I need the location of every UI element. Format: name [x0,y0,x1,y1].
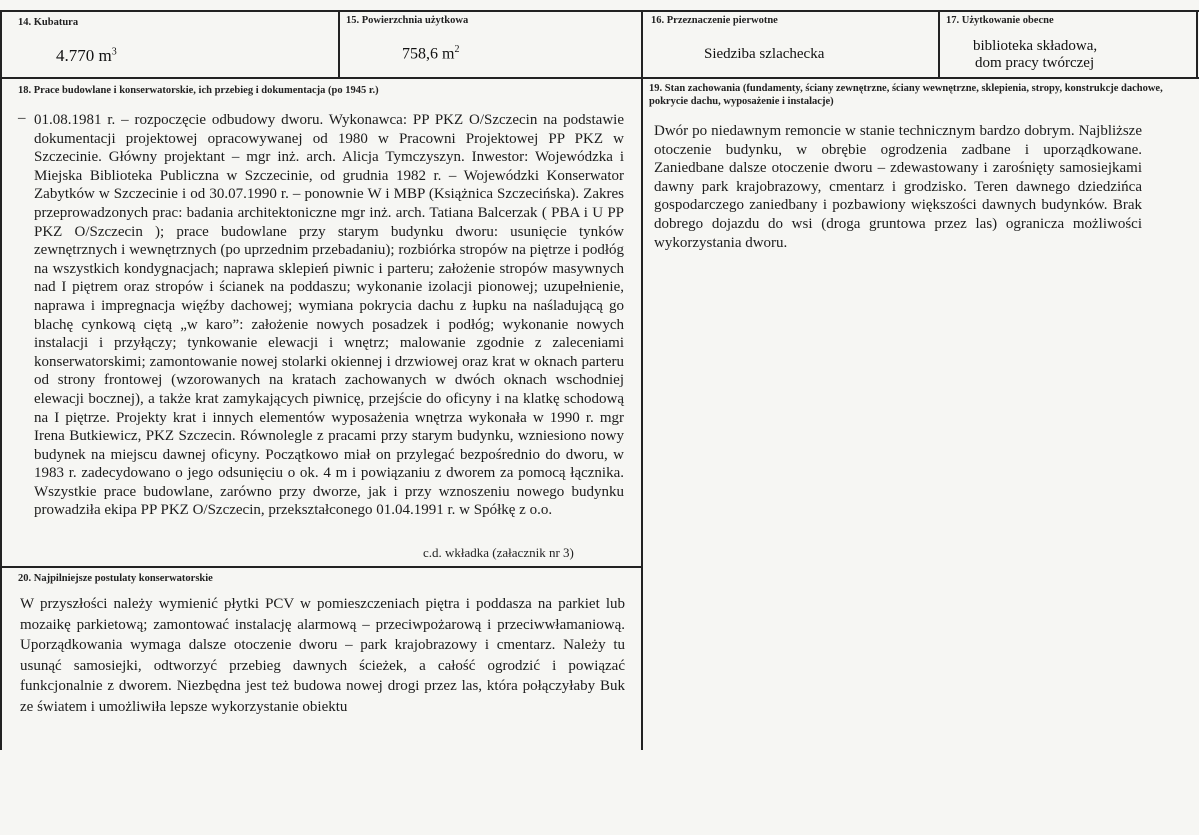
col-divider-main [641,10,643,750]
prace-text: 01.08.1981 r. – rozpoczęcie odbudowy dworu. Wykonawca: PP PKZ O/Szczecin na podstawie dokumentacji projektowej opracowywanej od 1980 w Pracowni Projektowej PP PKZ w Szczecinie. Główny projektant – mgr inż. arch. Alicja Tymczyszyn. Inwestor: Wojewódzka i Miejska Biblioteka Publiczna w Szczecinie, od grudnia 1982 r. – Wojewódzki Konserwator Zabytków w Szczecinie i od 30.07.1990 r. – ponownie W i MBP (Książnica Szczecińska). Zakres przeprowadzonych prac: badania architektoniczne mgr inż. arch. Tatiana Balcerzak ( PBA i U PP PKZ O/Szczecin ); prace budowlane przy starym budynku dworu: usunięcie tynków zewnętrznych i wewnętrznych (po uprzednim przebadaniu); rozbiórka stropów na piętrze i podłóg na wszystkich kondygnacjach; naprawa sklepień piwnic i parteru; założenie stropów masywnych nad I piętrem oraz stropów i ścianek na poddaszu; wykonanie izolacji pionowej; uzupełnienie, naprawa i impregnacja więźby dachowej; wymiana pokrycia dachu z łupku na naśladującą go blachę cynkową ciętą „w karo”: założenie nowych posadzek i podłóg; wykonanie nowych instalacji i przyłączy; tynkowanie elewacji i wnętrz; malowanie zgodnie z zaleceniami konserwatorskimi; zamontowanie nowej stolarki okiennej i drzwiowej oraz krat w oknach parteru od strony frontowej (wzorowanych na kratach zachowanych w dwóch oknach wschodniej elewacji bocznej), a także krat zamykających piwnicę, przejście do oficyny i na klatkę schodową na I piętrze. Projekty krat i innych elementów wyposażenia wnętrza wykonała w 1990 r. mgr Irena Butkiewicz, PKZ Szczecin. Równolegle z pracami przy starym budynku, wzniesiono nowy budynek na miejscu dawnej oficyny. Początkowo miał on przylegać bezpośrednio do dworu, w 1983 r. zadecydowano o jego odsunięciu o ok. 4 m i powiązaniu z dworem za pomocą łącznika. Wszystkie prace budowlane, zarówno przy dworze, jak i przy wznoszeniu nowego budynku prowadziła ekipa PP PKZ O/Szczecin, przekształconego 01.04.1991 r. w Spółkę z o.o. [34,112,624,519]
right-border [1196,10,1198,78]
kubatura-unit-exponent: 3 [111,46,117,58]
powierzchnia-value [402,44,459,63]
prace-label: 18. Prace budowlane i konserwatorskie, ich przebieg i dokumentacja (po 1945 r.) [18,85,379,96]
uzytkowanie-label: 17. Użytkowanie obecne [946,15,1054,26]
kubatura-number: 4.770 m [56,46,112,65]
col-divider-16-17 [938,10,940,78]
left-border [0,10,2,750]
col-divider-14-15 [338,10,340,78]
uzytkowanie-value-line1: biblioteka składowa, [973,38,1098,54]
stan-label: 19. Stan zachowania (fundamenty, ściany zewnętrzne, ściany wewnętrzne, sklepienia, stropy, konstrukcje dachowe, pokrycie dachu, wyposażenie i instalacje) [649,83,1163,107]
postulaty-label: 20. Najpilniejsze postulaty konserwatorskie [18,573,213,584]
postulaty-text: W przyszłości należy wymienić płytki PCV w pomieszczeniach piętra i poddasza na parkiet lub mozaikę parkietową; zamontować instalację alarmową – przeciwpożarową i przeciwwłamaniową. Uporządkowania wymaga dalsze otoczenie dworu – park krajobrazowy i cmentarz. Należy tu usunąć samosiejki, odtworzyć przebieg dawnych ścieżek, a całość ogrodzić i powiązać funkcjonalnie z dworem. Niezbędna jest też budowa nowej drogi przez las, która połączyłaby Buk ze światem i umożliwiła lepsze wykorzystanie obiektu [20,596,625,715]
section18-bottom-border [0,566,643,568]
top-border [0,10,1199,12]
przeznaczenie-value: Siedziba szlachecka [704,46,825,62]
prace-bullet: – [18,110,26,126]
uzytkowanie-value-line2: dom pracy twórczej [975,55,1095,71]
kubatura-label: 14. Kubatura [18,17,79,28]
powierzchnia-unit-exponent: 2 [454,44,460,55]
przeznaczenie-label: 16. Przeznaczenie pierwotne [651,15,778,26]
powierzchnia-label: 15. Powierzchnia użytkowa [346,15,469,26]
stan-text: Dwór po niedawnym remoncie w stanie technicznym bardzo dobrym. Najbliższe otoczenie budynku, w obrębie ogrodzenia zadbane i uporządkowane. Zaniedbane dalsze otoczenie dworu – zdewastowany i zarośnięty samosiejkami dawny park krajobrazowy, cmentarz i grodzisko. Teren dawnego dziedzińca gospodarczego zaniedbany i pozbawiony większości dawnych budynków. Brak dobrego dojazdu do wsi (droga gruntowa przez las) ogranicza możliwości wykorzystania dworu. [654,123,1142,251]
row1-bottom-border [0,77,1199,79]
powierzchnia-number: 758,6 m [402,45,455,63]
kubatura-value [56,46,117,66]
prace-continuation-note: c.d. wkładka (załacznik nr 3) [423,545,574,560]
